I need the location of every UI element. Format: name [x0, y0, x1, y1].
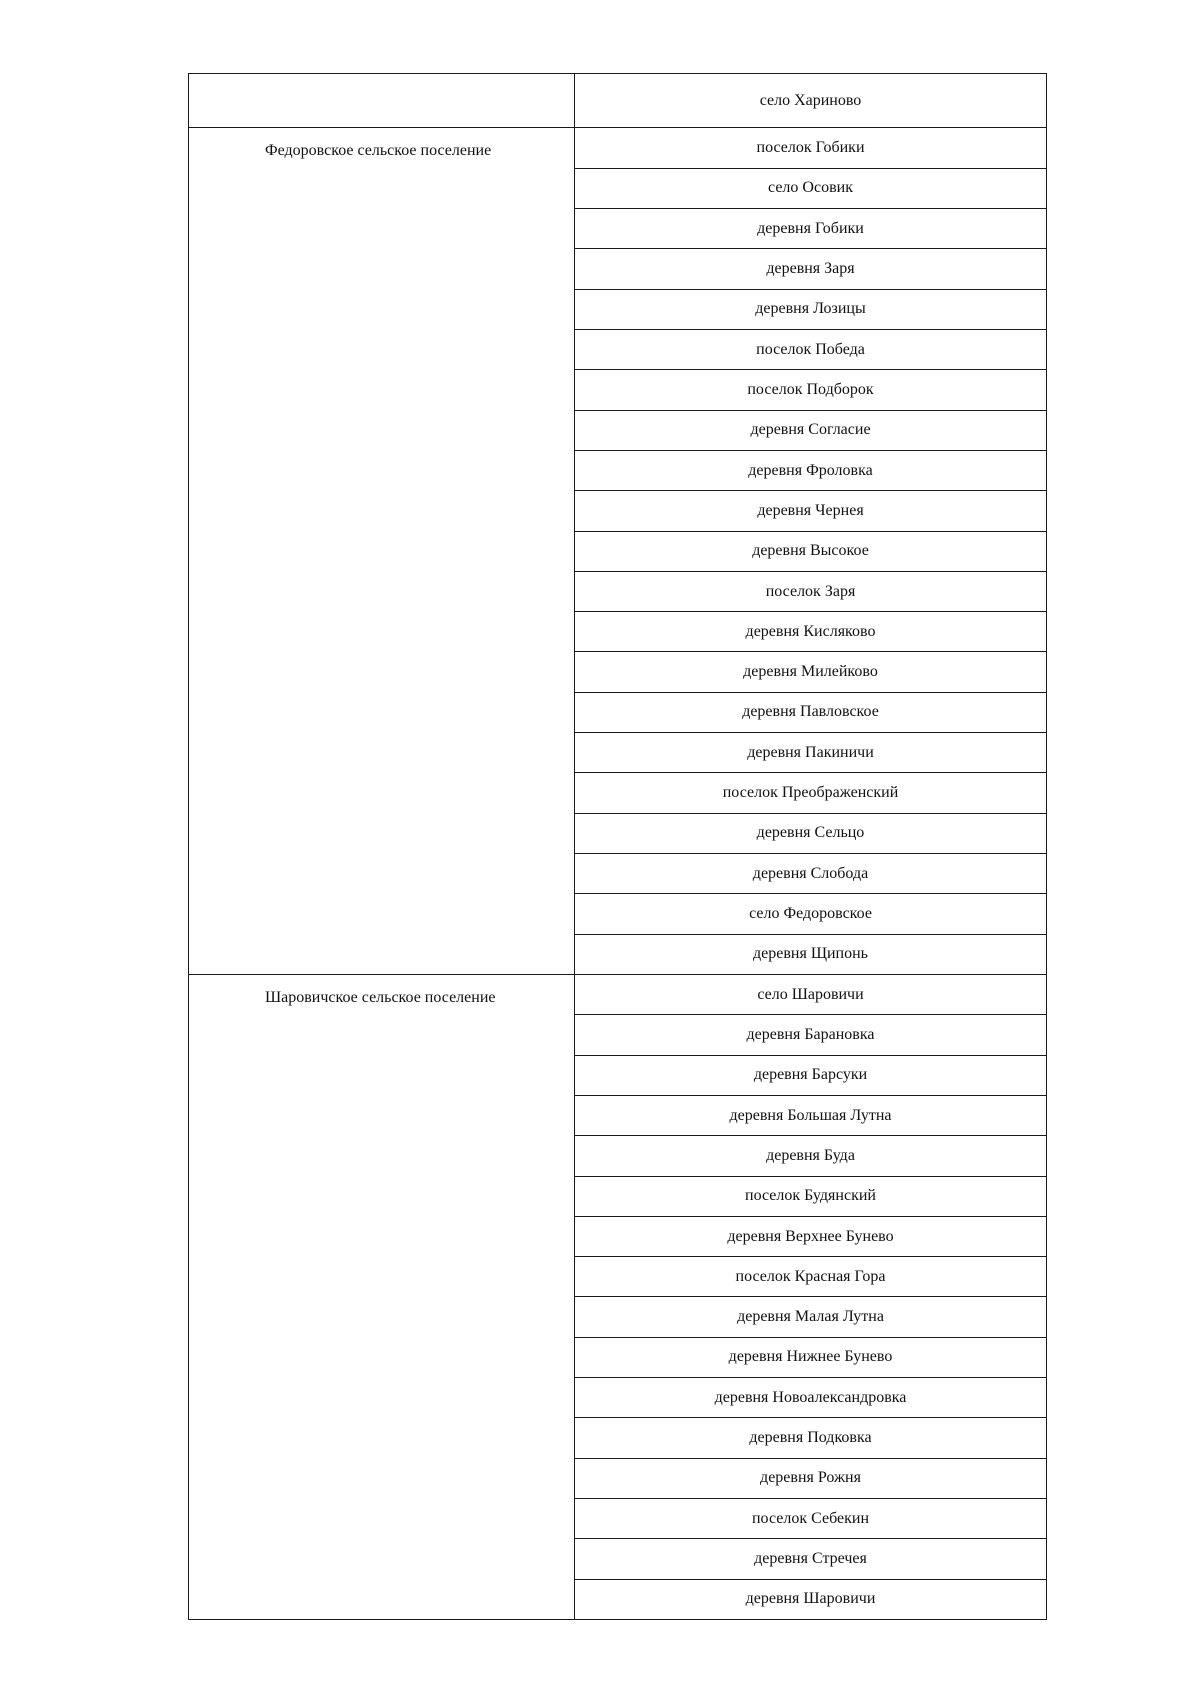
settlement-cell: деревня Верхнее Бунево	[575, 1216, 1047, 1256]
settlement-cell: деревня Буда	[575, 1136, 1047, 1176]
settlement-cell: деревня Заря	[575, 249, 1047, 289]
table-row	[189, 974, 1047, 1014]
settlement-cell: поселок Будянский	[575, 1176, 1047, 1216]
settlement-cell: деревня Щипонь	[575, 934, 1047, 974]
settlement-cell: деревня Высокое	[575, 531, 1047, 571]
table-body	[189, 74, 1047, 1620]
settlement-cell: деревня Подковка	[575, 1418, 1047, 1458]
settlement-cell: поселок Победа	[575, 329, 1047, 369]
settlement-cell: поселок Преображенский	[575, 773, 1047, 813]
settlement-cell: деревня Чернея	[575, 491, 1047, 531]
settlement-cell: село Хариново	[575, 74, 1047, 128]
settlement-cell: поселок Себекин	[575, 1499, 1047, 1539]
table-row	[189, 128, 1047, 168]
settlement-cell: деревня Большая Лутна	[575, 1095, 1047, 1135]
settlement-cell: деревня Согласие	[575, 410, 1047, 450]
settlements-table	[188, 73, 1047, 1620]
settlement-cell: деревня Нижнее Бунево	[575, 1337, 1047, 1377]
settlement-cell: деревня Шаровичи	[575, 1579, 1047, 1619]
settlement-cell: поселок Заря	[575, 571, 1047, 611]
settlement-cell: деревня Стречея	[575, 1539, 1047, 1579]
settlement-cell: деревня Милейково	[575, 652, 1047, 692]
settlement-cell: село Осовик	[575, 168, 1047, 208]
settlement-cell: деревня Барановка	[575, 1015, 1047, 1055]
municipality-name: Федоровское сельское поселение	[265, 142, 492, 160]
municipality-name-cell	[189, 74, 575, 128]
settlement-cell: село Шаровичи	[575, 974, 1047, 1014]
settlement-cell: деревня Павловское	[575, 692, 1047, 732]
settlement-cell: деревня Пакиничи	[575, 733, 1047, 773]
settlement-cell: деревня Лозицы	[575, 289, 1047, 329]
municipality-name-cell	[189, 974, 575, 1619]
settlement-cell: деревня Кисляково	[575, 612, 1047, 652]
settlement-cell: деревня Слобода	[575, 854, 1047, 894]
settlement-cell: поселок Красная Гора	[575, 1257, 1047, 1297]
settlement-cell: деревня Малая Лутна	[575, 1297, 1047, 1337]
settlement-cell: поселок Гобики	[575, 128, 1047, 168]
municipality-name-cell	[189, 128, 575, 975]
table-row	[189, 74, 1047, 128]
settlement-cell: деревня Барсуки	[575, 1055, 1047, 1095]
settlement-cell: поселок Подборок	[575, 370, 1047, 410]
settlement-cell: деревня Сельцо	[575, 813, 1047, 853]
municipality-name: Шаровичское сельское поселение	[265, 988, 496, 1006]
settlement-cell: деревня Рожня	[575, 1458, 1047, 1498]
settlement-cell: село Федоровское	[575, 894, 1047, 934]
settlement-cell: деревня Гобики	[575, 209, 1047, 249]
settlement-cell: деревня Новоалександровка	[575, 1378, 1047, 1418]
settlement-cell: деревня Фроловка	[575, 450, 1047, 490]
